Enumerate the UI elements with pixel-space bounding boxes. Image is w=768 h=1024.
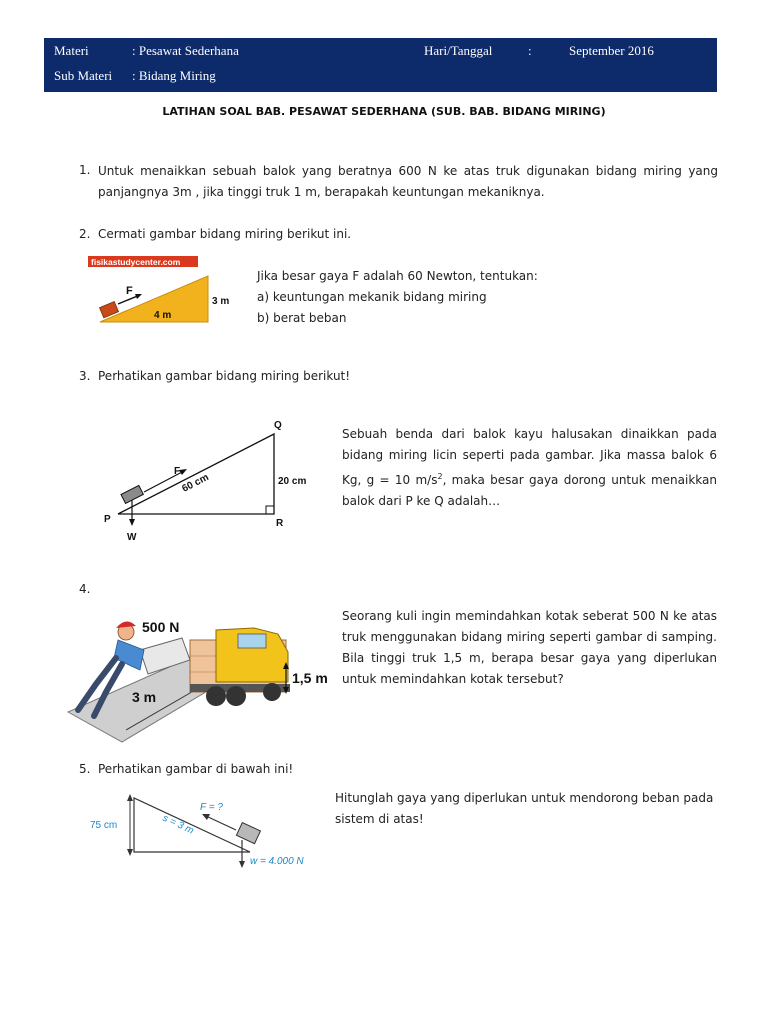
question-3-figure (98, 414, 323, 546)
question-3-body-part-1: Sebuah benda dari balok kayu halusakan dinaikkan pada bidang miring licin seperti pada gambar. Jika massa balok 6 Kg, g = 10 m/s (342, 427, 717, 487)
question-5-body: Hitunglah gaya yang diperlukan untuk mendorong beban pada sistem di atas! (335, 791, 714, 826)
question-4-number: 4. (79, 582, 91, 596)
point-r-label: R (276, 518, 284, 529)
hari-separator: : (528, 43, 532, 58)
question-5-figure (88, 790, 328, 876)
hari-value: September 2016 (569, 43, 654, 58)
weight-arrowhead (239, 861, 245, 868)
height-label: 20 cm (278, 476, 307, 487)
weight-label: 500 N (142, 619, 180, 635)
question-3-body (342, 424, 717, 512)
ramp-length-label: 3 m (132, 689, 157, 705)
height-label: 3 m (212, 296, 230, 307)
height-arrowhead-top (127, 794, 133, 801)
length-label: s = 3 m (160, 812, 196, 837)
submateri-value: : Bidang Miring (132, 68, 216, 83)
force-arrow (206, 816, 236, 830)
question-5-text: Perhatikan gambar di bawah ini! (98, 762, 294, 776)
right-angle-mark (266, 506, 274, 514)
load-block (236, 823, 260, 844)
question-1-number: 1. (79, 163, 91, 177)
submateri-label: Sub Materi (54, 68, 113, 83)
truck-wheel-front (263, 683, 281, 701)
force-label: F (174, 466, 181, 477)
height-arrowhead-bottom (127, 849, 133, 856)
header-bar (44, 38, 717, 92)
point-q-label: Q (274, 420, 282, 431)
weight-label: W (127, 532, 137, 543)
question-2-number: 2. (79, 227, 91, 241)
question-3-superscript: 2 (437, 472, 443, 481)
question-1-text: Untuk menaikkan sebuah balok yang beratnya 600 N ke atas truk digunakan bidang miring yang panjangnya 3m , jika tinggi truk 1 m, berapakah keuntungan mekaniknya. (98, 164, 718, 199)
point-p-label: P (104, 514, 111, 525)
question-2-figure (88, 256, 230, 328)
question-4-figure (66, 612, 334, 744)
materi-value: : Pesawat Sederhana (132, 43, 239, 58)
force-label: F (126, 285, 133, 297)
question-4-text: Seorang kuli ingin memindahkan kotak seberat 500 N ke atas truk menggunakan bidang miring seperti gambar di samping. Bila tinggi truk 1,5 m, berapa besar gaya yang diperlukan untuk memindahkan kotak tersebut? (342, 609, 717, 686)
base-label: 4 m (154, 310, 172, 321)
question-3-number: 3. (79, 369, 91, 383)
length-label: 60 cm (180, 471, 211, 495)
height-label: 1,5 m (292, 670, 328, 686)
height-label: 75 cm (90, 820, 118, 831)
truck-window (238, 634, 266, 648)
hari-label: Hari/Tanggal (424, 43, 493, 58)
question-2-intro: Jika besar gaya F adalah 60 Newton, tentukan: (257, 269, 538, 283)
page-title: LATIHAN SOAL BAB. PESAWAT SEDERHANA (SUB. BAB. BIDANG MIRING) (162, 105, 606, 118)
truck-wheel-rear-2 (226, 686, 246, 706)
force-arrowhead (135, 294, 142, 299)
question-2-part-b: b) berat beban (257, 311, 347, 325)
question-5-number: 5. (79, 762, 91, 776)
materi-label: Materi (54, 43, 89, 58)
force-arrowhead (179, 469, 187, 475)
question-3-body-part-2: , maka besar gaya dorong untuk menaikkan balok dari P ke Q adalah… (342, 473, 718, 508)
question-2-text: Cermati gambar bidang miring berikut ini. (98, 227, 352, 241)
weight-arrowhead (129, 519, 135, 526)
question-2-part-a: a) keuntungan mekanik bidang miring (257, 290, 487, 304)
watermark-text: fisikastudycenter.com (91, 257, 181, 267)
incline-triangle (118, 434, 274, 514)
force-label: F = ? (200, 802, 223, 813)
truck-wheel-rear (206, 686, 226, 706)
question-3-text: Perhatikan gambar bidang miring berikut! (98, 369, 351, 383)
weight-label: w = 4.000 N (250, 856, 304, 867)
